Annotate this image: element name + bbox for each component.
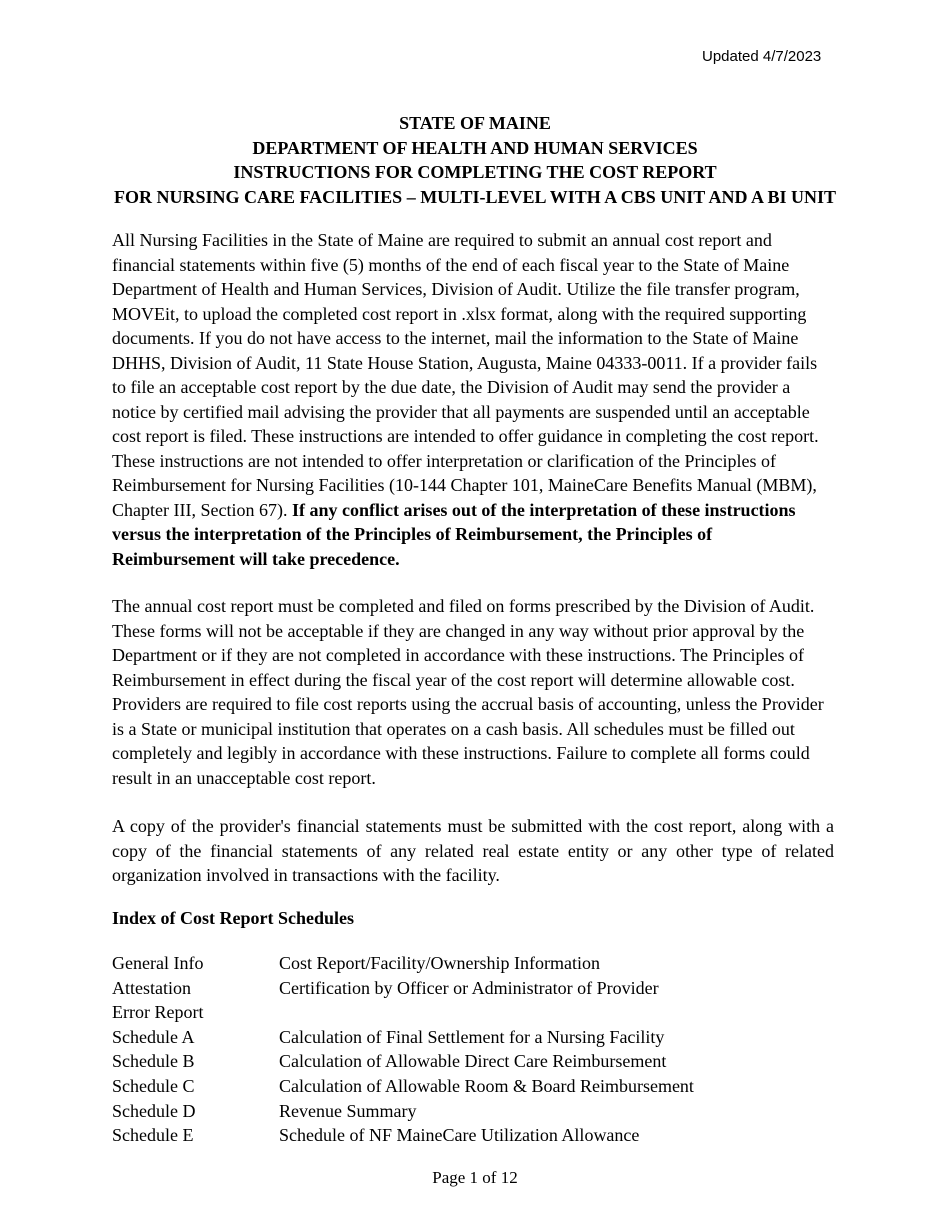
index-code: Schedule A bbox=[112, 1026, 195, 1047]
index-code: Attestation bbox=[112, 977, 191, 998]
index-description: Calculation of Allowable Room & Board Reimbursement bbox=[279, 1075, 694, 1096]
index-code: Error Report bbox=[112, 1002, 204, 1023]
index-row bbox=[112, 951, 694, 976]
index-code: Schedule D bbox=[112, 1100, 196, 1121]
index-description: Calculation of Allowable Direct Care Reimbursement bbox=[279, 1051, 667, 1072]
index-description: Calculation of Final Settlement for a Nursing Facility bbox=[279, 1026, 665, 1047]
index-table bbox=[112, 951, 694, 1148]
document-title bbox=[0, 111, 950, 209]
index-row bbox=[112, 1074, 694, 1099]
index-row bbox=[112, 1099, 694, 1124]
intro-paragraph bbox=[112, 228, 834, 571]
forms-paragraph: The annual cost report must be completed and filed on forms prescribed by the Division of Audit. These forms will not be acceptable if they are changed in any way without prior approval by the Department or if they are not completed in accordance with these instructions. The Principles of Reimbursement in effect during the fiscal year of the cost report will determine allowable cost. Providers are required to file cost reports using the accrual basis of accounting, unless the Provider is a State or municipal institution that operates on a cash basis. All schedules must be filled out completely and legibly in accordance with these instructions. Failure to complete all forms could result in an unacceptable cost report. bbox=[112, 596, 824, 788]
index-description: Certification by Officer or Administrator of Provider bbox=[279, 977, 659, 998]
intro-text: All Nursing Facilities in the State of Maine are required to submit an annual cost report and financial statements within five (5) months of the end of each fiscal year to the State of Maine Department of Health and Human Services, Division of Audit. Utilize the file transfer program, MOVEit, to upload the completed cost report in .xlsx format, along with the required supporting documents. If you do not have access to the internet, mail the information to the State of Maine DHHS, Division of Audit, 11 State House Station, Augusta, Maine 04333-0011. If a provider fails to file an acceptable cost report by the due date, the Division of Audit may send the provider a notice by certified mail advising the provider that all payments are suspended until an acceptable cost report is filed. These instructions are intended to offer guidance in completing the cost report. These instructions are not intended to offer interpretation or clarification of the Principles of Reimbursement for Nursing Facilities (10-144 Chapter 101, MaineCare Benefits Manual (MBM), Chapter III, Section 67). bbox=[112, 230, 819, 520]
index-code: General Info bbox=[112, 953, 204, 973]
index-row bbox=[112, 1123, 694, 1148]
intro-bold-text: If any conflict arises out of the interpretation of these instructions versus the interpretation of the Principles of Reimbursement, the Principles of Reimbursement will take precedence. bbox=[112, 499, 796, 569]
title-line-2: DEPARTMENT OF HEALTH AND HUMAN SERVICES bbox=[252, 137, 698, 158]
index-description: Cost Report/Facility/Ownership Information bbox=[279, 953, 600, 973]
index-row bbox=[112, 1000, 694, 1025]
financial-statements-paragraph: A copy of the provider's financial statements must be submitted with the cost report, along with a copy of the financial statements of any related real estate entity or any other type of related organization involved in transactions with the facility. bbox=[112, 816, 834, 885]
title-line-1: STATE OF MAINE bbox=[399, 113, 551, 133]
index-description: Revenue Summary bbox=[279, 1100, 417, 1121]
title-line-3: INSTRUCTIONS FOR COMPLETING THE COST REPORT bbox=[233, 162, 717, 182]
index-code: Schedule E bbox=[112, 1125, 194, 1146]
index-row bbox=[112, 976, 694, 1001]
index-row bbox=[112, 1025, 694, 1050]
index-description: Schedule of NF MaineCare Utilization Allowance bbox=[279, 1125, 640, 1146]
index-code: Schedule C bbox=[112, 1075, 195, 1096]
index-row bbox=[112, 1049, 694, 1074]
updated-date: Updated 4/7/2023 bbox=[702, 48, 822, 65]
title-line-4: FOR NURSING CARE FACILITIES – MULTI-LEVEL WITH A CBS UNIT AND A BI UNIT bbox=[113, 186, 837, 207]
index-heading: Index of Cost Report Schedules bbox=[112, 908, 355, 928]
page-number: Page 1 of 12 bbox=[432, 1168, 518, 1187]
index-code: Schedule B bbox=[112, 1051, 195, 1072]
